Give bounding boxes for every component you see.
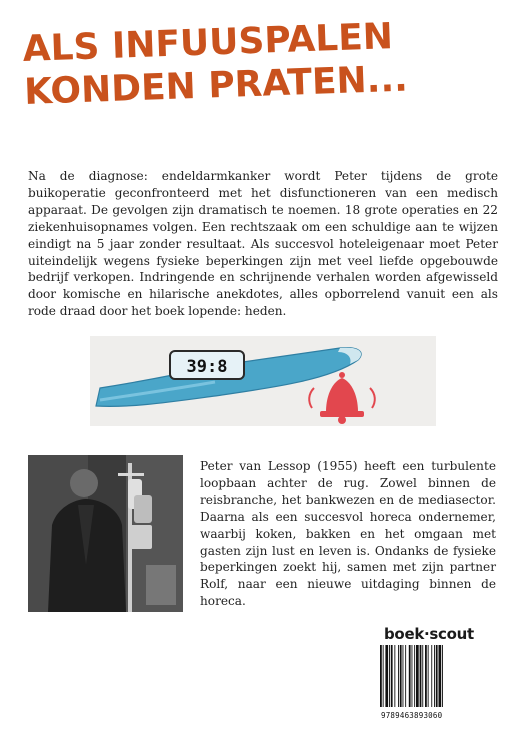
barcode-bar bbox=[403, 645, 404, 707]
barcode-bar bbox=[394, 645, 395, 707]
isbn-number: 9789463893060 bbox=[381, 711, 443, 720]
barcode-bar bbox=[383, 645, 384, 707]
barcode-bar bbox=[416, 645, 419, 707]
book-blurb: Na de diagnose: endeldarmkanker wordt Peter tijdens de grote buikoperatie geconfronteerd met het disfunctioneren van een medisch apparaat. De gevolgen zijn dramatisch te noemen. 18 grote operaties en 22 ziekenhuisopnames volgen. Een rechtszaak om een schuldige aan te wijzen eindigt na 5 jaar zonder resultaat. Als succesvol hoteleigenaar moet Peter uiteindelijk wegens fysieke beperkingen zijn met veel liefde opgebouwde bedrijf verkopen. Indringende en schrijnende verhalen worden afgewisseld door komische en hilarische anekdotes, alles opborrelend vanuit een als rode draad door het boek lopende: heden. bbox=[28, 169, 498, 319]
barcode-bar bbox=[389, 645, 390, 707]
thermometer-illustration bbox=[90, 336, 436, 426]
author-bio: Peter van Lessop (1955) heeft een turbulente loopbaan achter de rug. Zowel binnen de reisbranche, het bankwezen en de mediasector. Daarna als een succesvol horeca ondernemer, waarbij koken, bakken en het omgaan met gasten zijn lust en leven is. Ondanks de fysieke beperkingen zoekt hij, samen met zijn partner Rolf, naar een nieuwe uitdaging binnen de horeca. bbox=[200, 459, 496, 609]
barcode-bar bbox=[439, 645, 442, 707]
publisher-logo-left: boek bbox=[384, 625, 424, 643]
barcode-bar bbox=[422, 645, 423, 707]
author-photo bbox=[28, 455, 183, 612]
barcode-bar bbox=[414, 645, 415, 707]
title-line-1: ALS INFUUSPALEN bbox=[22, 16, 394, 70]
barcode-bar bbox=[442, 645, 443, 707]
thermometer-drawing bbox=[90, 336, 436, 426]
barcode-bar bbox=[398, 645, 399, 707]
book-title bbox=[22, 11, 505, 114]
barcode-bar bbox=[405, 645, 406, 707]
barcode-bar bbox=[420, 645, 422, 707]
publisher-logo-dot: · bbox=[424, 625, 430, 643]
thermometer-reading: 39:8 bbox=[186, 357, 228, 377]
publisher-logo bbox=[384, 625, 474, 643]
barcode-bar bbox=[434, 645, 435, 707]
barcode-bar bbox=[436, 645, 438, 707]
barcode-bar bbox=[412, 645, 413, 707]
barcode-bar bbox=[425, 645, 427, 707]
barcode-bar bbox=[428, 645, 429, 707]
barcode-bar bbox=[391, 645, 393, 707]
barcode-bar bbox=[400, 645, 402, 707]
barcode-bar bbox=[385, 645, 388, 707]
barcode-bar bbox=[380, 645, 382, 707]
barcode-bar bbox=[409, 645, 411, 707]
publisher-logo-right: scout bbox=[429, 625, 474, 643]
title-line-2: KONDEN PRATEN... bbox=[23, 58, 409, 113]
isbn-barcode bbox=[379, 645, 469, 710]
barcode-bar bbox=[431, 645, 432, 707]
